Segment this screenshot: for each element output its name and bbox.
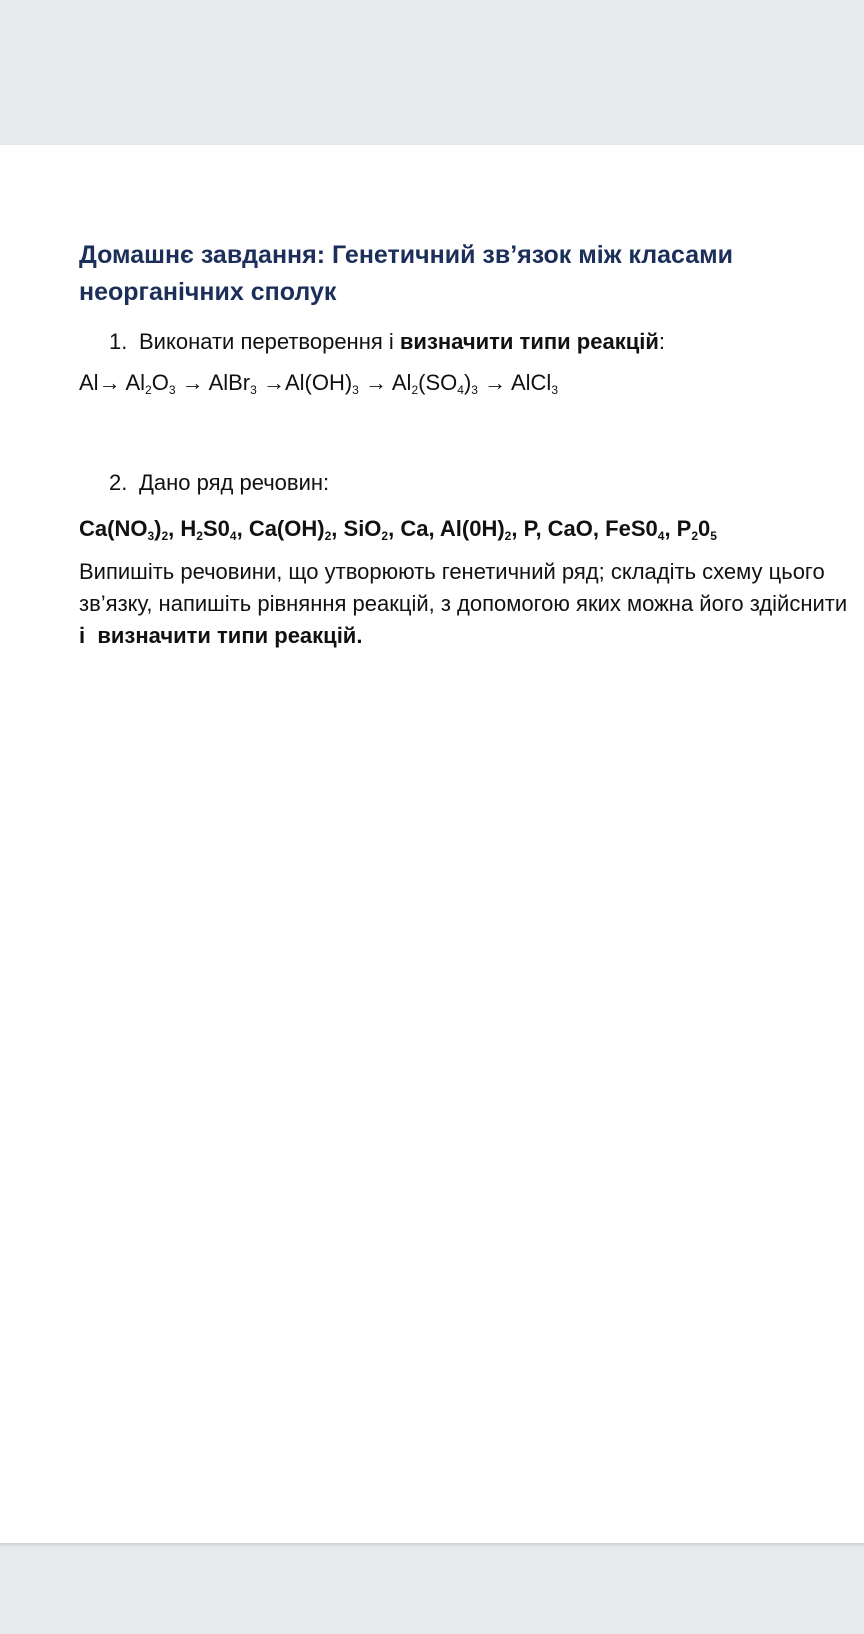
substance-item: $Ca(NO_3)_2$ [79, 516, 169, 543]
instructions-bold-i: і [79, 623, 86, 648]
separator: , [592, 516, 606, 541]
task-2 [79, 468, 859, 498]
separator: , [388, 516, 401, 541]
task-1-number: 1. [109, 329, 128, 354]
document-content [79, 237, 859, 652]
separator: , [511, 516, 524, 541]
page-title: Домашнє завдання: Генетичний зв’язок між класами неорганічних сполук [79, 241, 733, 306]
instructions-bold-text: визначити типи реакцій. [97, 623, 363, 648]
separator: , [428, 516, 440, 541]
substance-item: P [523, 516, 536, 541]
task-1-bold-text: визначити типи реакцій [399, 329, 659, 354]
formula-al: Al [79, 370, 99, 395]
substance-item: $Ca(OH)_2$ [248, 516, 332, 543]
instructions-text: Випишіть речовини, що утворюють генетичний ряд; складіть схему цього зв’язку, напишіть рівняння реакцій, з допомогою яких можна його здійснити [79, 559, 848, 616]
arrow-icon: → [262, 370, 285, 395]
separator: , [664, 516, 677, 541]
task-1 [79, 327, 859, 357]
arrow-icon: → [181, 370, 204, 395]
arrow-icon: → [484, 370, 507, 395]
separator: , [168, 516, 181, 541]
transformation-chain [79, 368, 859, 398]
substances-list [79, 514, 859, 544]
arrow-icon: → [98, 370, 121, 395]
separator: , [535, 516, 548, 541]
formula-al2o3: $Al_2O_3$ [125, 370, 176, 397]
formula-al2so43: $Al_2(SO_4)_3$ [391, 370, 478, 397]
substance-item: $Al(0H)_2$ [439, 516, 512, 543]
formula-alcl3: AlCl$_3$ [510, 370, 559, 397]
separator: , [236, 516, 249, 541]
substance-item: $FeS0_4$ [605, 516, 665, 543]
formula-aloh3: $Al(OH)_3$ [284, 370, 359, 397]
document-page [0, 145, 864, 1543]
substance-item: $H_2S0_4$ [180, 516, 237, 543]
arrow-icon: → [364, 370, 387, 395]
substance-item: $P_20_5$ [676, 516, 717, 543]
instructions-paragraph [79, 556, 859, 652]
task-1-text: Виконати перетворення і [139, 329, 400, 354]
task-1-suffix: : [658, 329, 665, 354]
substance-item: Ca [400, 516, 429, 541]
instructions-bold-gap [85, 623, 97, 648]
task-2-text: Дано ряд речовин: [139, 470, 330, 495]
formula-albr3: AlBr$_3$ [208, 370, 257, 397]
substance-item: SiO$_2$ [343, 516, 389, 543]
separator: , [331, 516, 344, 541]
substance-item: CaO [547, 516, 593, 541]
task-2-number: 2. [109, 470, 128, 495]
